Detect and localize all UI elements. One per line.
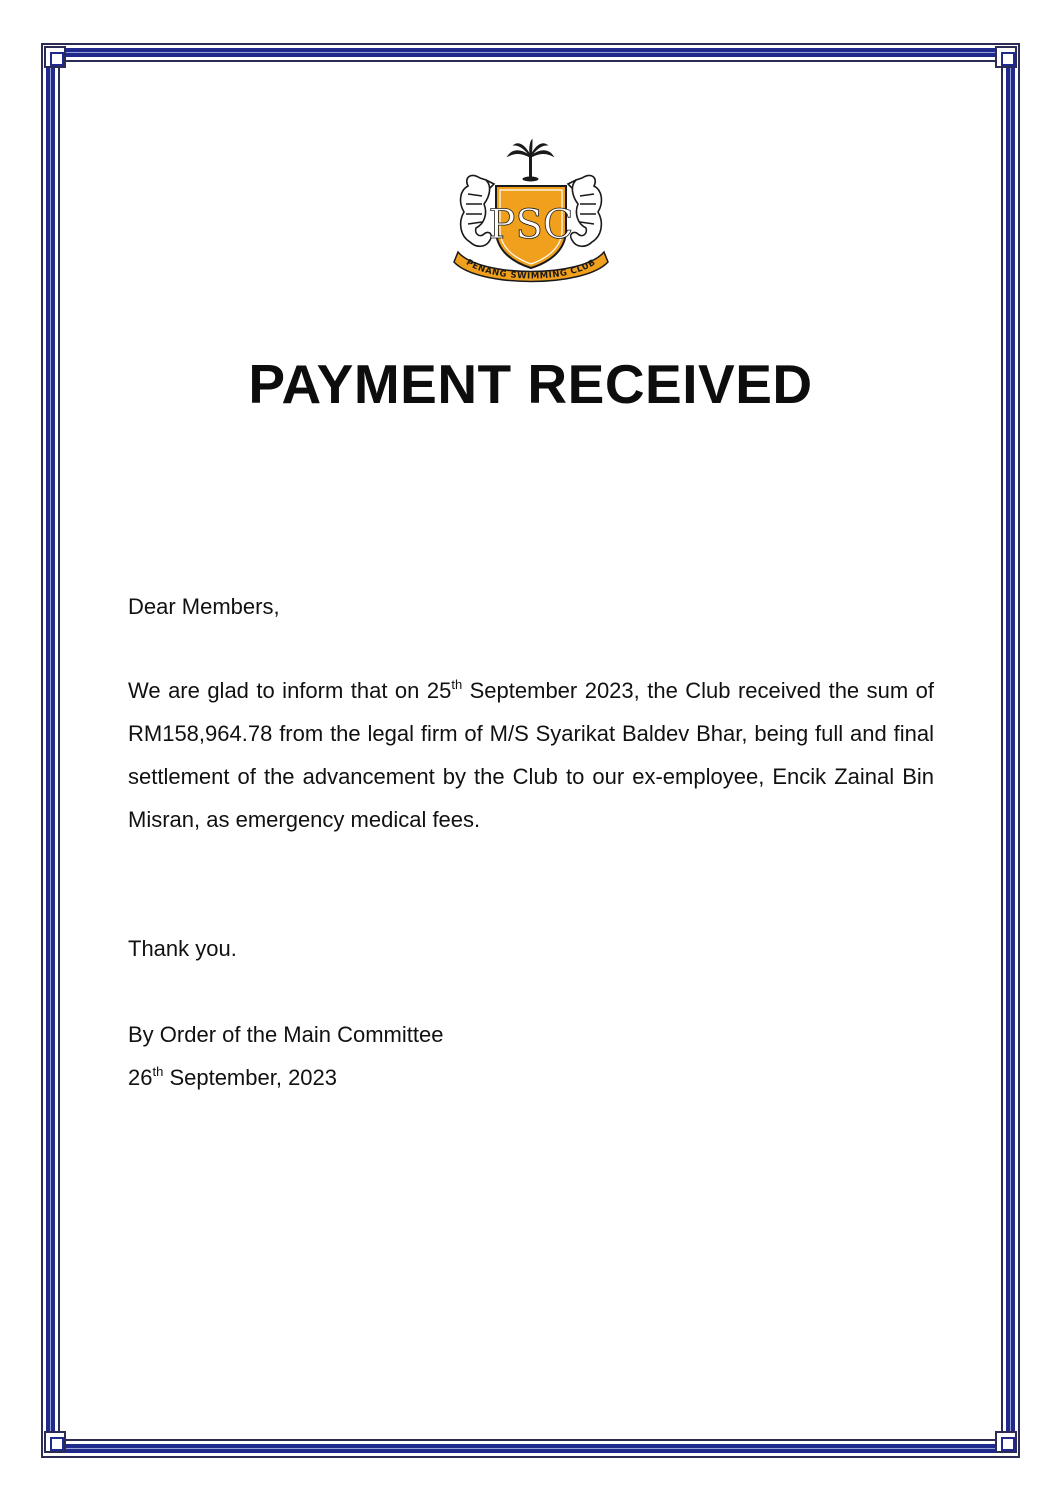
border-corner-ornament [995, 46, 1017, 68]
page-title: PAYMENT RECEIVED [248, 353, 813, 415]
palm-tree-icon [508, 140, 553, 182]
body-text-part: September 2023, the Club received the sum of RM158,964.78 from the legal firm of M/S Syarikat Baldev Bhar, being full and final settlement of the advancement by the Club to our ex-employee, Encik Zainal Bin Misran, as emergency medical fees. [128, 678, 934, 832]
ordinal-suffix: th [152, 1064, 164, 1079]
notice-body [128, 669, 934, 841]
logo-ribbon-text: PENANG SWIMMING CLUB [464, 257, 598, 282]
notice-date [128, 1056, 934, 1099]
border-corner-ornament [44, 1431, 66, 1453]
closing-line: Thank you. [128, 936, 237, 961]
club-logo [450, 138, 612, 288]
signoff: By Order of the Main Committee [128, 1022, 444, 1047]
border-corner-ornament [995, 1431, 1017, 1453]
date-rest: September, 2023 [163, 1065, 338, 1090]
body-text-part: We are glad to inform that on 25 [128, 678, 452, 703]
date-day: 26 [128, 1065, 153, 1090]
salutation: Dear Members, [128, 594, 280, 619]
border-corner-ornament [44, 46, 66, 68]
ordinal-suffix: th [451, 677, 463, 692]
logo-initials: PSC [488, 202, 574, 248]
